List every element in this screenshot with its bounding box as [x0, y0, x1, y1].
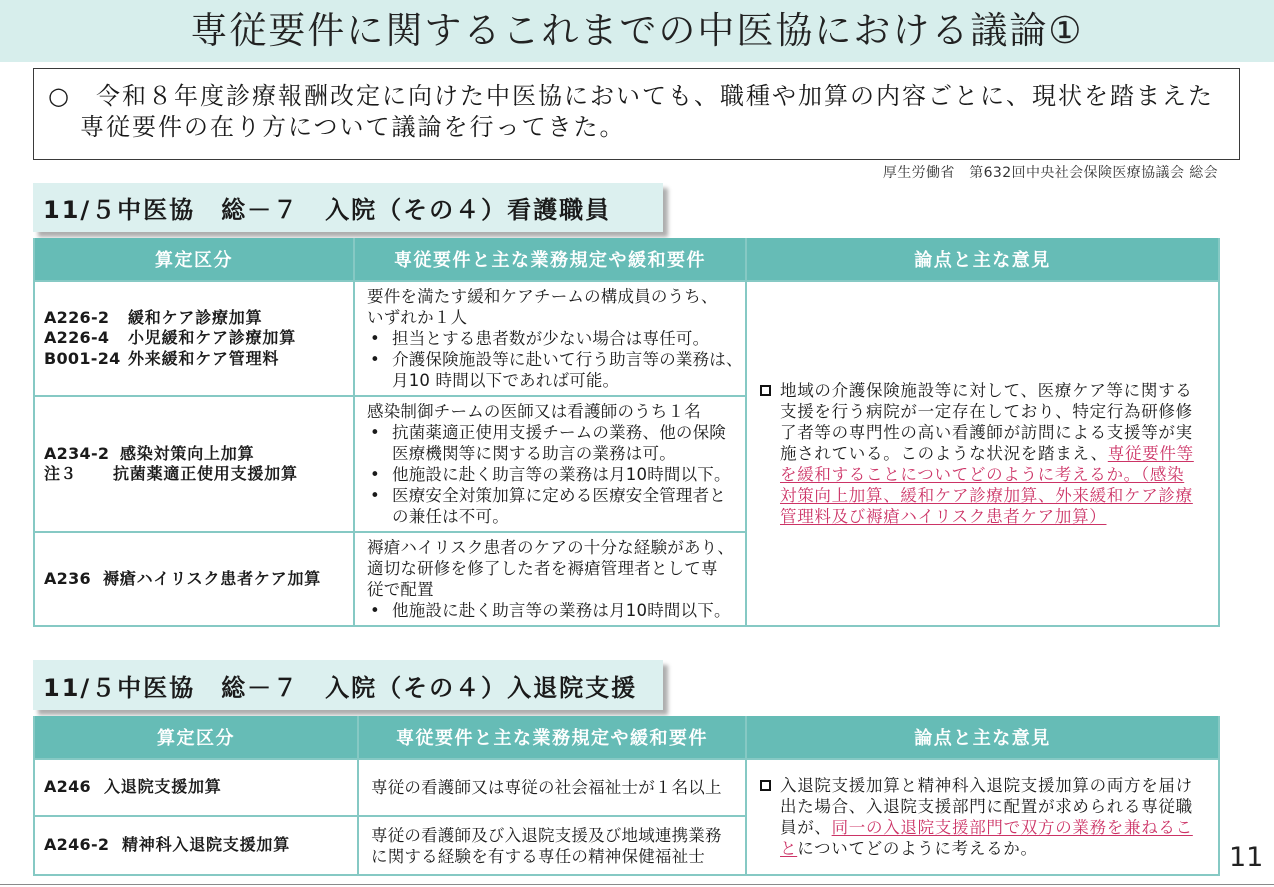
- requirement-cell: [359, 817, 745, 874]
- intro-text-2: 専従要件の在り方について議論を行ってきた。: [80, 113, 626, 141]
- source-note: 厚生労働省 第632回中央社会保険医療協議会 総会: [882, 165, 1218, 181]
- discussion-highlight-text: 同一の入退院支援部門で双方の業務を兼ねるこ と: [780, 818, 1193, 858]
- fee-item-name: 入退院支援加算: [104, 777, 222, 797]
- requirement-bullet: • 抗菌薬適正使用支援チームの業務、他の保険 医療機関等に関する助言の業務は可。: [392, 422, 745, 464]
- footer-rule: [0, 884, 1274, 885]
- category-cell: [35, 760, 357, 815]
- fee-item: [44, 308, 353, 329]
- requirement-cell: [359, 760, 745, 815]
- column-header-category: 算定区分: [35, 238, 353, 280]
- fee-item: [44, 464, 353, 485]
- fee-item-name: 精神科入退院支援加算: [122, 835, 291, 855]
- column-header-category: 算定区分: [35, 716, 357, 758]
- section-heading-text: 11/５中医協 総－７ 入院（その４）入退院支援: [43, 673, 638, 702]
- requirement-bullet: • 介護保険施設等に赴いて行う助言等の業務は、 月10 時間以下であれば可能。: [392, 349, 745, 391]
- fee-item-name: 緩和ケア診療加算: [128, 307, 263, 327]
- table-nursing-staff: [33, 238, 1220, 627]
- discussion-point: [760, 775, 1218, 859]
- section-heading-nursing-staff: [33, 183, 663, 232]
- requirement-cell: [355, 282, 745, 395]
- requirement-lead: 褥瘡ハイリスク患者のケアの十分な経験があり、 適切な研修を修了した者を褥瘡管理者として専 従で配置: [367, 538, 735, 599]
- fee-item-code: A234-2: [44, 443, 110, 463]
- discussion-text: 入退院支援加算と精神科入退院支援加算の両方を届け 出た場合、入退院支援部門に配置が求められる専従職 員が、: [780, 776, 1193, 837]
- discussion-point: [760, 380, 1218, 527]
- fee-item-name: 感染対策向上加算: [120, 443, 255, 463]
- requirement-lead: 要件を満たす緩和ケアチームの構成員のうち、 いずれか１人: [367, 287, 718, 327]
- discussion-cell: [747, 282, 1218, 625]
- fee-item: [44, 349, 353, 370]
- requirement-cell: [355, 397, 745, 531]
- page-number: 11: [1229, 842, 1264, 873]
- requirement-bullet: • 他施設に赴く助言等の業務は月10時間以下。: [392, 464, 745, 485]
- square-bullet-icon: [760, 780, 771, 791]
- square-bullet-icon: [760, 385, 771, 396]
- discussion-text: 地域の介護保険施設等に対して、医療ケア等に関する 支援を行う病院が一定存在しており、特定行為研修修 了者等の専門性の高い看護師が訪問による支援等が実 施されている。このような状況を踏まえ、: [780, 381, 1193, 463]
- category-cell: [35, 397, 353, 531]
- fee-item-code: A236: [44, 568, 91, 588]
- requirement-bullet: • 医療安全対策加算に定める医療安全管理者と の兼任は不可。: [392, 485, 745, 527]
- section-heading-text: 11/５中医協 総－７ 入院（その４）看護職員: [43, 196, 612, 224]
- fee-item-code: A246-2: [44, 835, 110, 855]
- fee-item-code: A246: [44, 777, 91, 797]
- fee-item-name: 抗菌薬適正使用支援加算: [113, 464, 298, 483]
- fee-item-code: 注３: [44, 464, 77, 483]
- requirement-bullet-list: [367, 422, 745, 527]
- intro-line-1: [48, 81, 1214, 112]
- requirement-bullet: • 担当とする患者数が少ない場合は専任可。: [392, 328, 745, 349]
- intro-text-1: 令和８年度診療報酬改定に向けた中医協においても、職種や加算の内容ごとに、現状を踏まえた: [96, 82, 1214, 110]
- table-discharge-support: [33, 716, 1220, 876]
- fee-item-code: A226-4: [44, 328, 110, 348]
- requirement-bullet-list: [367, 600, 745, 621]
- discussion-cell: [747, 760, 1218, 874]
- category-cell: [35, 282, 353, 395]
- column-header-discussion: 論点と主な意見: [747, 238, 1218, 280]
- discussion-highlight-text: 専従要件等 を緩和することについてどのように考えるか。（感染 対策向上加算、緩和ケア診療加算、外来緩和ケア診療 管理料及び褥瘡ハイリスク患者ケア加算）: [780, 444, 1194, 526]
- category-cell: [35, 533, 353, 625]
- fee-item: [44, 835, 357, 856]
- fee-item-name: 外来緩和ケア管理料: [128, 348, 280, 368]
- fee-item-code: B001-24: [44, 348, 121, 368]
- fee-item: [44, 569, 353, 590]
- fee-item-code: A226-2: [44, 307, 110, 327]
- section-heading-discharge-support: [33, 660, 663, 710]
- requirement-lead: 専従の看護師及び入退院支援及び地域連携業務 に関する経験を有する専任の精神保健福祉士: [371, 825, 722, 866]
- column-header-requirements: 専従要件と主な業務規定や緩和要件: [359, 716, 745, 758]
- requirement-cell: [355, 533, 745, 625]
- requirement-lead: 専従の看護師又は専従の社会福祉士が１名以上: [371, 778, 722, 797]
- requirement-bullet: • 他施設に赴く助言等の業務は月10時間以下。: [392, 600, 745, 621]
- fee-item: [44, 444, 353, 465]
- column-header-requirements: 専従要件と主な業務規定や緩和要件: [355, 238, 745, 280]
- fee-item: [44, 328, 353, 349]
- requirement-lead: 感染制御チームの医師又は看護師のうち１名: [367, 402, 701, 421]
- intro-marker: ○: [48, 82, 69, 110]
- fee-item: [44, 777, 357, 798]
- fee-item-name: 褥瘡ハイリスク患者ケア加算: [103, 568, 322, 588]
- discussion-text-after: についてどのように考えるか。: [797, 839, 1038, 858]
- page-title: 専従要件に関するこれまでの中医協における議論①: [190, 9, 1084, 52]
- fee-item-name: 小児緩和ケア診療加算: [128, 328, 297, 348]
- category-cell: [35, 817, 357, 874]
- requirement-bullet-list: [367, 328, 745, 391]
- column-header-discussion: 論点と主な意見: [747, 716, 1218, 758]
- intro-box: [33, 68, 1240, 160]
